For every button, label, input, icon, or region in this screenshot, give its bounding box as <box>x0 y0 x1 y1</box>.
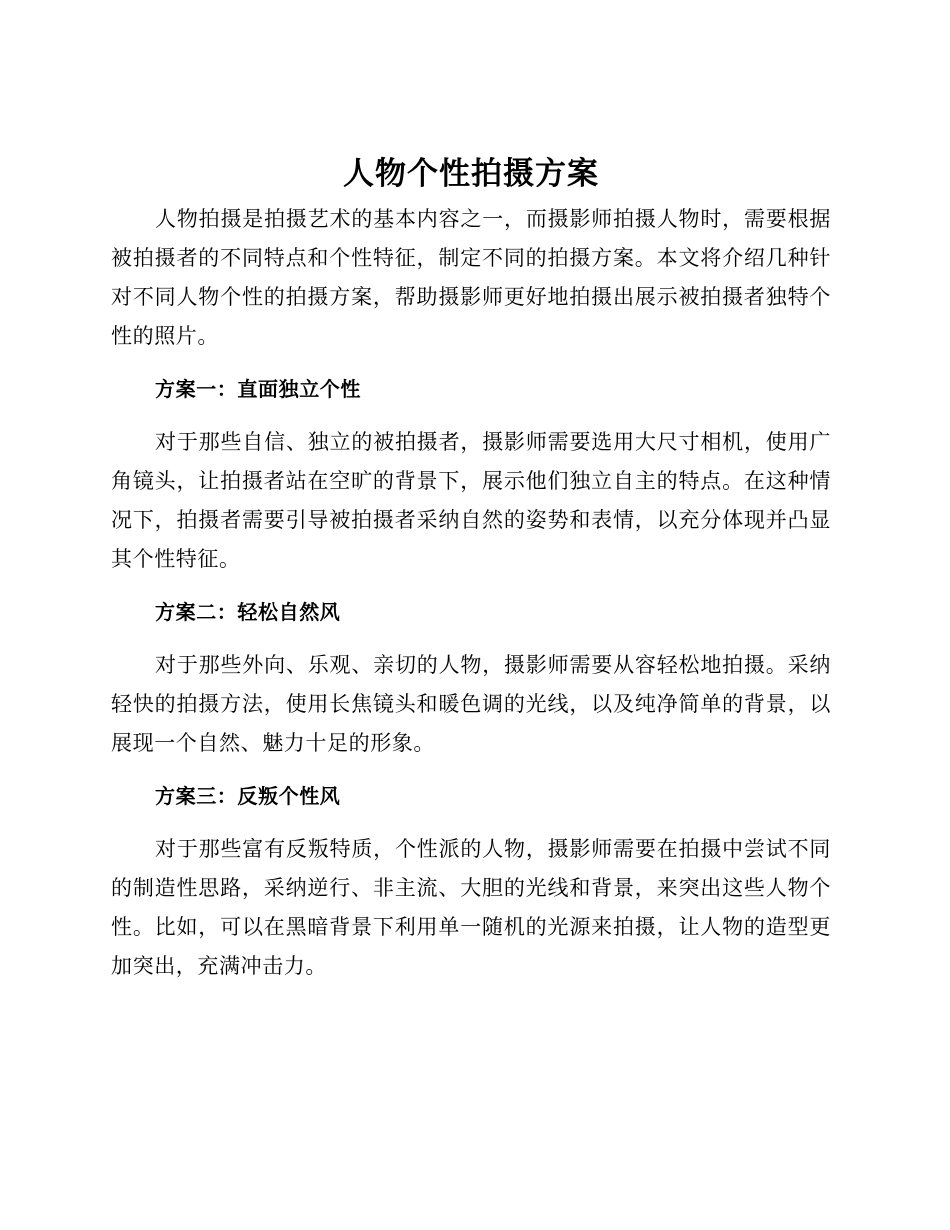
intro-paragraph: 人物拍摄是拍摄艺术的基本内容之一，而摄影师拍摄人物时，需要根据被拍摄者的不同特点和个性特征，制定不同的拍摄方案。本文将介绍几种针对不同人物个性的拍摄方案，帮助摄影师更好地拍摄出展示被拍摄者独特个性的照片。 <box>111 207 831 348</box>
document-title: 人物个性拍摄方案 <box>343 156 599 192</box>
section-2-body: 对于那些外向、乐观、亲切的人物，摄影师需要从容轻松地拍摄。采纳轻快的拍摄方法，使用长焦镜头和暖色调的光线，以及纯净简单的背景，以展现一个自然、魅力十足的形象。 <box>111 653 831 755</box>
section-3-body: 对于那些富有反叛特质，个性派的人物，摄影师需要在拍摄中尝试不同的制造性思路，采纳逆行、非主流、大胆的光线和背景，来突出这些人物个性。比如，可以在黑暗背景下利用单一随机的光源来拍摄，让人物的造型更加突出，充满冲击力。 <box>111 837 831 978</box>
section-3-heading: 方案三：反叛个性风 <box>155 784 341 808</box>
section-2-heading: 方案二：轻松自然风 <box>155 600 341 624</box>
document-page <box>111 0 831 986</box>
section-1-body: 对于那些自信、独立的被拍摄者，摄影师需要选用大尺寸相机，使用广角镜头，让拍摄者站在空旷的背景下，展示他们独立自主的特点。在这种情况下，拍摄者需要引导被拍摄者采纳自然的姿势和表情，以充分体现并凸显其个性特征。 <box>111 430 831 571</box>
section-1-heading: 方案一：直面独立个性 <box>155 377 361 401</box>
